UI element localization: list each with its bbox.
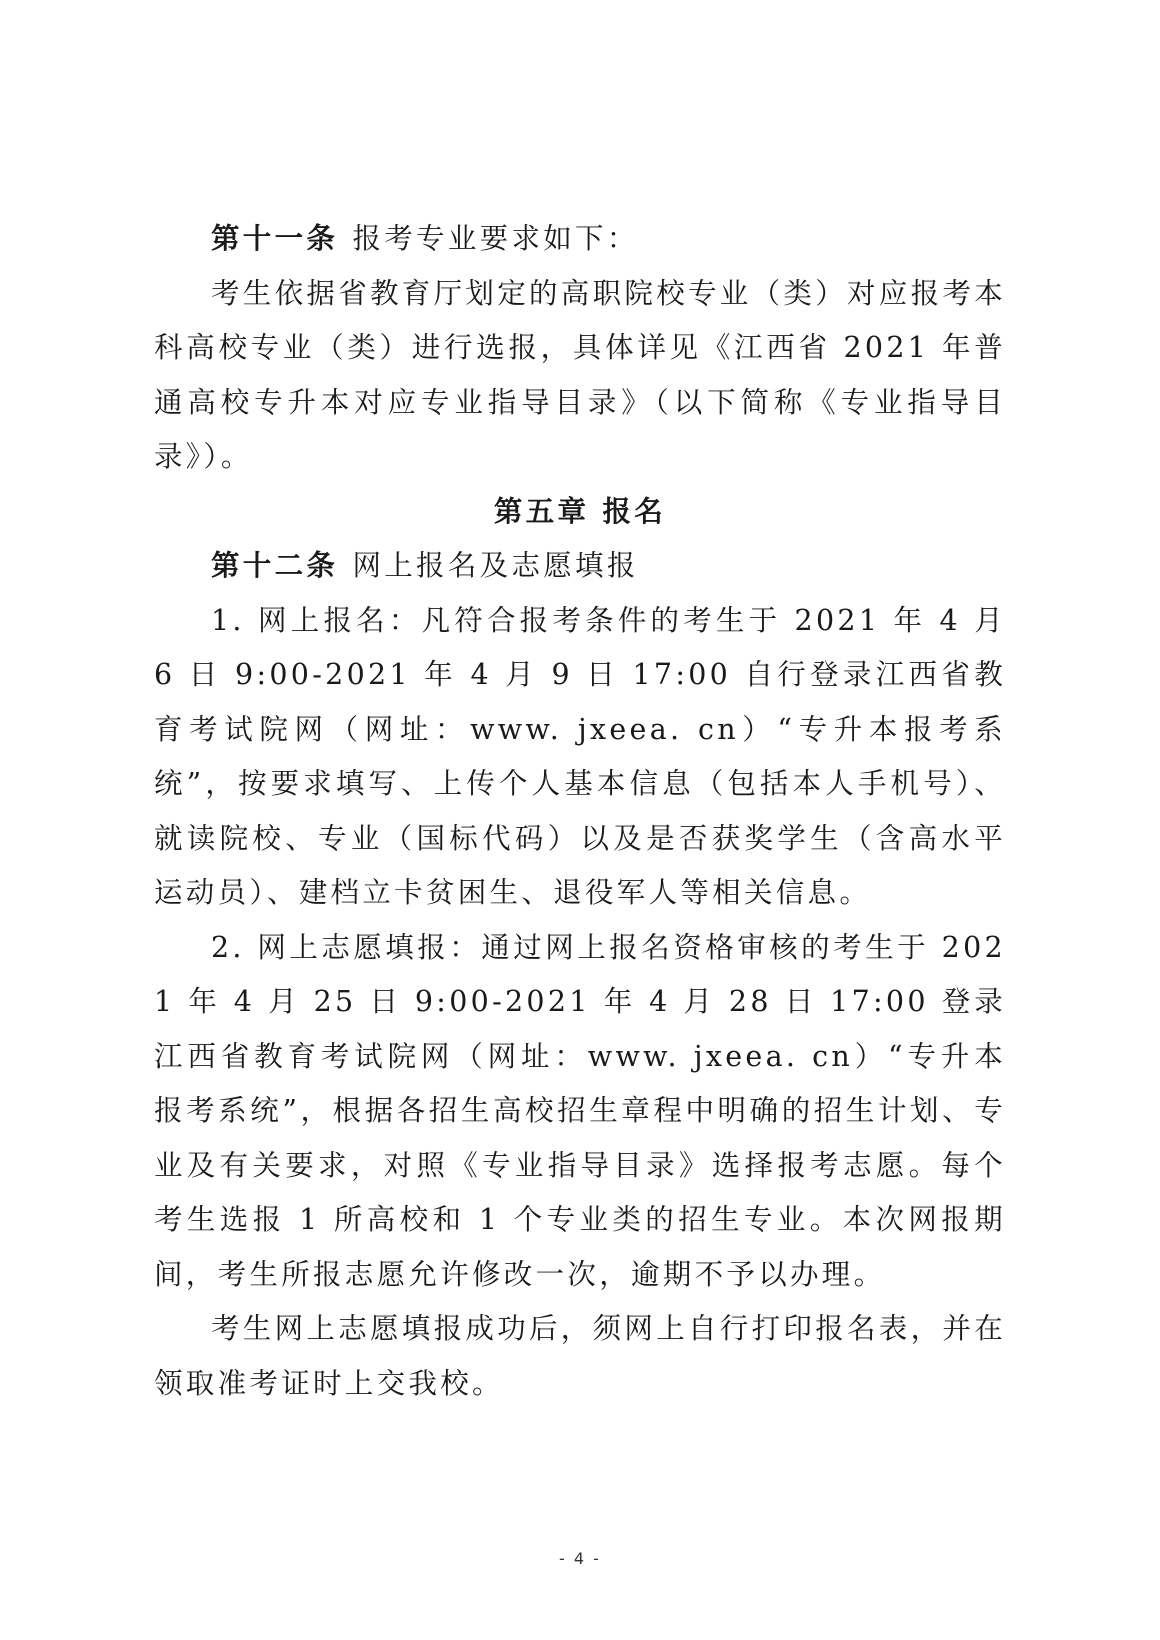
article-11-heading	[154, 212, 1006, 267]
article-12-heading	[154, 539, 1006, 594]
article-11-title: 报考专业要求如下：	[352, 222, 639, 255]
document-body	[154, 212, 1006, 1411]
article-11-body: 考生依据省教育厅划定的高职院校专业（类）对应报考本科高校专业（类）进行选报，具体详见《江西省 2021 年普通高校专升本对应专业指导目录》（以下简称《专业指导目录》）。	[154, 276, 1007, 473]
page-number: - 4 -	[559, 1549, 601, 1568]
article-12-title: 网上报名及志愿填报	[352, 549, 639, 582]
article-11-label: 第十一条	[211, 222, 339, 255]
article-12-item-2: 2. 网上志愿填报：通过网上报名资格审核的考生于 2021 年 4 月 25 日 9:00-2021 年 4 月 28 日 17:00 登录江西省教育考试院网（网址：www. jxeea. cn）“专升本报考系统”，根据各招生高校招生章程中明确的招生计划、专业及有关要求，对照《专业指导目录》选择报考志愿。每个考生选报 1 所高校和 1 个专业类的招生专业。本次网报期间，考生所报志愿允许修改一次，逾期不予以办理。	[154, 930, 1006, 1291]
article-12-item-1: 1. 网上报名：凡符合报考条件的考生于 2021 年 4 月 6 日 9:00-2021 年 4 月 9 日 17:00 自行登录江西省教育考试院网（网址：www. jxeea. cn）“专升本报考系统”，按要求填写、上传个人基本信息（包括本人手机号）、就读院校、专业（国标代码）以及是否获奖学生（含高水平运动员）、建档立卡贫困生、退役军人等相关信息。	[154, 603, 1006, 909]
article-12-label: 第十二条	[211, 549, 339, 582]
chapter-5-title: 第五章 报名	[493, 494, 667, 528]
article-12-note: 考生网上志愿填报成功后，须网上自行打印报名表，并在领取准考证时上交我校。	[154, 1312, 1007, 1400]
